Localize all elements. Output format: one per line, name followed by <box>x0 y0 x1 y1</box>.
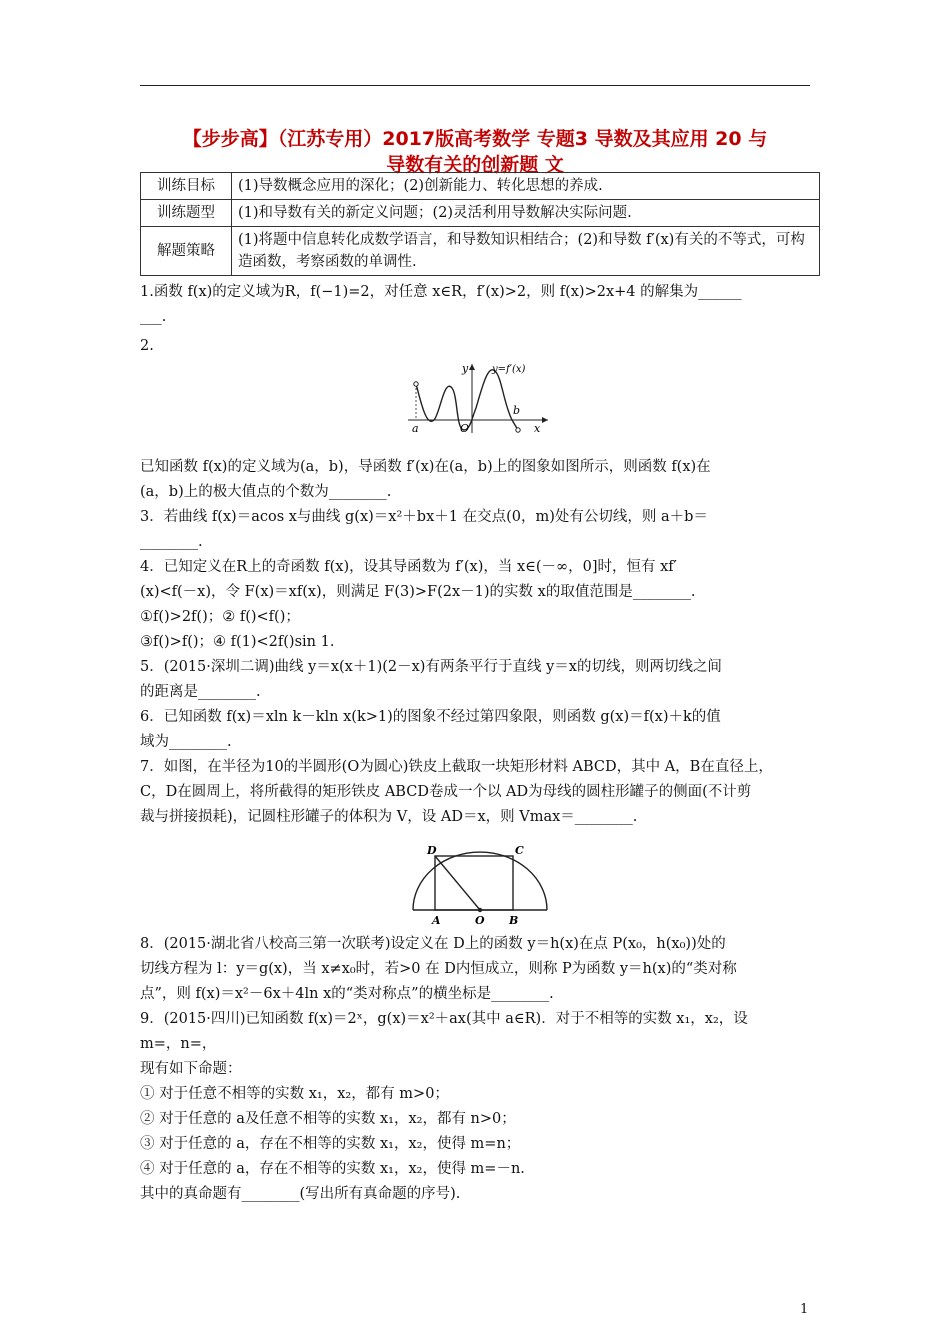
derivative-curve <box>416 370 521 430</box>
table-row <box>141 227 820 276</box>
text-line: ② 对于任意的 a及任意不相等的实数 x₁，x₂，都有 n>0； <box>140 1111 516 1127</box>
page-number: 1 <box>800 1302 809 1317</box>
a-label: a <box>412 422 419 435</box>
document-title <box>140 126 810 178</box>
title-line: 【步步高】（江苏专用）2017版高考数学 专题3 导数及其应用 20 与 <box>182 128 768 150</box>
text-line: ________. <box>140 534 203 550</box>
center-point <box>478 908 482 912</box>
curve-label: y=f′(x) <box>492 364 526 375</box>
text-line: ③f()>f()；④ f(1)<2f()sin 1. <box>140 634 335 650</box>
text-line: 6．已知函数 f(x)＝xln k－kln x(k>1)的图象不经过第四象限，则函数 g(x)＝f(x)＋k的值 <box>140 709 721 725</box>
questions-8-to-9 <box>140 932 820 1207</box>
text-line: 的距离是________. <box>140 684 261 700</box>
training-goals-table <box>140 172 820 276</box>
text-line: ① 对于任意不相等的实数 x₁，x₂，都有 m>0； <box>140 1086 449 1102</box>
point-c-label: C <box>515 844 524 857</box>
point-a-label: A <box>432 914 441 927</box>
x-label: x <box>534 422 541 435</box>
text-line: 4．已知定义在R上的奇函数 f(x)，设其导函数为 f′(x)，当 x∈(－∞，0]时，恒有 xf′ <box>140 559 677 575</box>
point-o-label: O <box>475 914 485 927</box>
text-line: 其中的真命题有________(写出所有真命题的序号). <box>140 1186 461 1202</box>
text-line: 现有如下命题： <box>140 1061 242 1077</box>
text-line: 5．(2015·深圳二调)曲线 y＝x(x＋1)(2－x)有两条平行于直线 y＝x的切线，则两切线之间 <box>140 659 722 675</box>
row-key: 训练题型 <box>141 200 232 227</box>
text-line: 1.函数 f(x)的定义域为R，f(−1)=2，对任意 x∈R，f′(x)>2，则 f(x)>2x+4 的解集为______ <box>140 284 742 300</box>
question-2-number: 2. <box>140 338 154 354</box>
open-endpoint-b <box>516 428 520 432</box>
text-line: ③ 对于任意的 a，存在不相等的实数 x₁，x₂，使得 m=n； <box>140 1136 521 1152</box>
point-d-label: D <box>427 844 437 857</box>
text-line: 7．如图，在半径为10的半圆形(O为圆心)铁皮上截取一块矩形材料 ABCD，其中 A，B在直径上， <box>140 759 773 775</box>
text-line: 3．若曲线 f(x)＝acos x与曲线 g(x)＝x²＋bx＋1 在交点(0，m)处有公切线，则 a＋b＝ <box>140 509 708 525</box>
open-endpoint-a <box>414 382 418 386</box>
text-line: 点”，则 f(x)＝x²－6x＋4ln x的“类对称点”的横坐标是________. <box>140 986 554 1002</box>
point-b-label: B <box>509 914 519 927</box>
row-key: 训练目标 <box>141 173 232 200</box>
title-line: 导数有关的创新题 文 <box>386 154 564 176</box>
text-line: ④ 对于任意的 a，存在不相等的实数 x₁，x₂，使得 m=－n. <box>140 1161 525 1177</box>
row-key: 解题策略 <box>141 227 232 276</box>
text-line: m=，n=， <box>140 1036 217 1052</box>
text-line: 切线方程为 l：y＝g(x)，当 x≠x₀时，若>0 在 D内恒成立，则称 P为函数 y＝h(x)的“类对称 <box>140 961 737 977</box>
semicircle-rectangle-figure <box>405 840 555 928</box>
header-rule <box>140 85 810 86</box>
row-value: (1)导数概念应用的深化；(2)创新能力、转化思想的养成. <box>232 173 820 200</box>
radius-od <box>435 856 480 910</box>
x-axis-arrow <box>542 417 548 423</box>
y-label: y <box>462 362 469 375</box>
text-line: ___. <box>140 309 167 325</box>
derivative-graph-figure <box>400 358 560 438</box>
text-line: 已知函数 f(x)的定义域为(a，b)，导函数 f′(x)在(a，b)上的图象如图所示，则函数 f(x)在 <box>140 459 711 475</box>
b-label: b <box>513 404 521 417</box>
row-value: (1)和导数有关的新定义问题；(2)灵活利用导数解决实际问题. <box>232 200 820 227</box>
table-row <box>141 173 820 200</box>
questions-2-to-7 <box>140 455 820 830</box>
text-line: 域为________. <box>140 734 232 750</box>
text-line: (x)<f(－x)，令 F(x)＝xf(x)，则满足 F(3)>F(2x－1)的实数 x的取值范围是________. <box>140 584 696 600</box>
origin-label: O <box>460 422 470 435</box>
question-1 <box>140 280 820 359</box>
table-row <box>141 200 820 227</box>
semicircle-arc <box>413 852 547 910</box>
text-line: C，D在圆周上，将所截得的矩形铁皮 ABCD卷成一个以 AD为母线的圆柱形罐子的侧面(不计剪 <box>140 784 752 800</box>
row-value: (1)将题中信息转化成数学语言，和导数知识相结合；(2)和导数 f′(x)有关的不等式，可构造函数，考察函数的单调性. <box>232 227 820 276</box>
y-axis-arrow <box>469 364 475 370</box>
text-line: 裁与拼接损耗)，记圆柱形罐子的体积为 V，设 AD＝x，则 Vmax＝________. <box>140 809 638 825</box>
text-line: (a，b)上的极大值点的个数为________. <box>140 484 392 500</box>
text-line: 8．(2015·湖北省八校高三第一次联考)设定义在 D上的函数 y＝h(x)在点 P(x₀，h(x₀))处的 <box>140 936 726 952</box>
text-line: ①f()>2f()；② f()<f()； <box>140 609 300 625</box>
text-line: 9．(2015·四川)已知函数 f(x)＝2ˣ，g(x)＝x²＋ax(其中 a∈R)．对于不相等的实数 x₁，x₂，设 <box>140 1011 748 1027</box>
